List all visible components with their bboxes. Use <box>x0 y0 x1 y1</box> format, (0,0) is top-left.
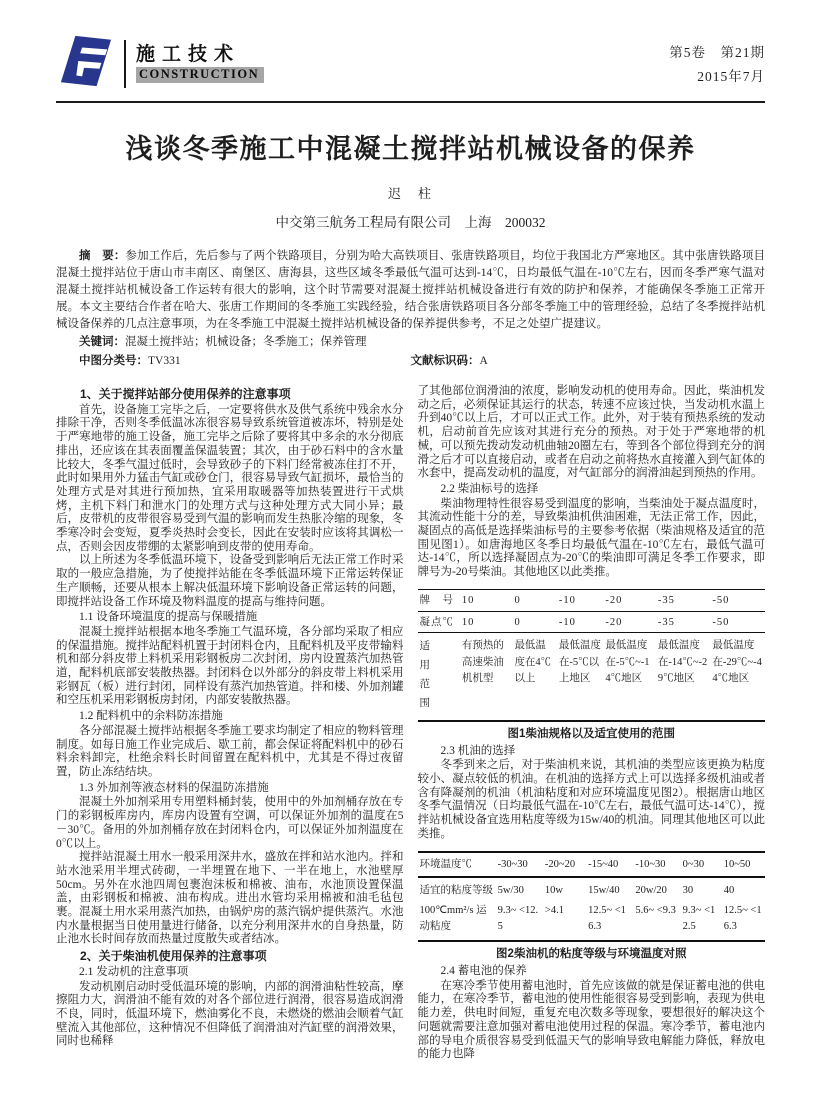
table-cell: 0~30 <box>681 852 722 877</box>
section-2-1-heading: 2.1 发动机的注意事项 <box>79 965 189 978</box>
section-2-4-paragraph: 在寒冷季节使用蓄电池时，首先应该做的就是保证蓄电池的供电能力，在寒冷季节，蓄电池的使用性能很容易受到影响，表现为供电能力差，供电时间短，重复充电次数多等现象，要想很好的解决这个问题就需要注意加强对蓄电池使用过程的保温。寒冷季节，蓄电池内部的导电介质很容易受到低温天气的影响导致电解能力降低，释放电的能力也降 <box>417 979 765 1061</box>
table-cell: -50 <box>710 589 765 611</box>
section-2-4-heading: 2.4 蓄电池的保养 <box>440 965 527 978</box>
article-title: 浅谈冬季施工中混凝土搅拌站机械设备的保养 <box>125 134 696 164</box>
doc-code <box>411 353 766 370</box>
section-2-heading: 2、关于柴油机使用保养的注意事项 <box>80 949 267 964</box>
table-row-freezing-point <box>418 611 766 633</box>
doc-code-label: 文献标识码： <box>410 355 480 367</box>
table-cell: 15w/40 <box>588 885 620 897</box>
table-cell: 9.3~ <12.5 <box>496 900 543 942</box>
table-cell: 20w/20 <box>635 885 667 897</box>
table-row-brand <box>418 589 766 611</box>
section-2-2-heading: 2.2 柴油标号的选择 <box>440 482 539 495</box>
table-cell: 最低温度在-29℃~-44℃地区 <box>710 633 765 721</box>
body-columns <box>56 385 765 1062</box>
section-1-3-paragraph-2: 搅拌站混凝土用水一般采用深井水，盛放在拌和站水池内。拌和站水池采用半埋式砖砌，一半埋置在地下、一半在地上，水池壁厚50cm。另外在水池四周包裹泡沫板和棉被、油布，水池顶设置保温盖，由彩钢板和棉被、油布构成。进出水管均采用棉被和油毛毡包裹。混凝土用水采用蒸汽加热，由锅炉房的蒸汽锅炉提供蒸汽。水池内水量根据当日使用量进行储备，以充分利用深井水的自身热量，防止池水长时间存放而热量过度散失或者结冰。 <box>56 851 404 946</box>
section-2-3-heading: 2.3 机油的选择 <box>440 744 516 757</box>
table-cell: -15~40 <box>586 852 633 877</box>
author-affiliation: 中交第三航务工程局有限公司 上海 200032 <box>275 215 546 230</box>
table-row-ambient-temp <box>418 852 766 877</box>
table-cell: -35 <box>656 611 711 633</box>
section-1-1-paragraph: 混凝土搅拌站根据本地冬季施工气温环境，各分部均采取了相应的保温措施。搅拌站配料机置于封闭料仓内，且配料机及平皮带输料机和部分斜皮带上料机采用彩钢板房二次封闭，房内设置蒸汽加热管道，配料机底部安装散热器。封闭料仓以外部分的斜皮带上料机采用彩钢瓦（板）进行封闭，同样设有蒸汽加热管道。拌和楼、外加剂罐和空压机采用彩钢板房封闭，内部安装散热器。 <box>56 625 404 707</box>
issue-info <box>669 34 765 88</box>
table-cell: -50 <box>710 611 765 633</box>
section-2-1-paragraph-continued: 了其他部位润滑油的浓度，影响发动机的使用寿命。因此，柴油机发动之后，必须保证其运行的状态，转速不应该过快，当发动机水温上升到40℃以上后，才可以正式工作。此外，对于装有预热系统的发动机，启动前首先应该对其进行充分的预热。对于处于严寒地带的机械，可以预先拨动发动机曲轴20圈左右，等到各个部位得到充分的润滑之后才可以直接启动，或者在启动之前将热水直接灌入到气缸体的水套中，提高发动机的温度，对气缸部分的润滑油起到预热的作用。 <box>417 385 765 480</box>
table-cell: -35 <box>656 589 711 611</box>
table-row-kinematic-viscosity <box>418 900 766 942</box>
table-cell: 最低温度在-14℃~-29℃地区 <box>656 633 711 721</box>
table-cell: 最低温度在4℃以上 <box>512 633 556 721</box>
section-1-heading: 1、关于搅拌站部分使用保养的注意事项 <box>80 387 291 401</box>
section-1-1-heading: 1.1 设备环境温度的提高与保暖措施 <box>79 611 258 624</box>
author-name: 迟 柱 <box>387 186 433 201</box>
section-2-1-paragraph: 发动机刚启动时受低温环境的影响，内部的润滑油粘性较高，摩擦阻力大，润滑油不能有效的对各个部位进行润滑，很容易造成润滑不良，同时，低温环境下，燃油雾化不良，未燃烧的燃油会顺着气缸壁流入其他部位，这种情况不但降低了润滑油对汽缸壁的润滑效果，同时也稀释 <box>56 980 404 1048</box>
table-cell: 10 <box>460 589 513 611</box>
keywords-text: 混凝土搅拌站；机械设备；冬季施工；保养管理 <box>125 336 367 348</box>
table-cell: 0 <box>512 611 556 633</box>
section-1-paragraph-1: 首先，设备施工完毕之后，一定要将供水及供气系统中残余水分排除干净，否则冬季低温冰冻很容易导致系统管道被冻坏，特别是处于严寒地带的施工设备，施工完毕之后除了要将其中多余的水分彻底排出，还应该在其表面覆盖保温装置；其次，由于砂石料中的含水量比较大，冬季气温过低时，会导致砂子的下料门经常被冻住打不开，此时如果用外力猛击气缸或砂仓门，很容易导致气缸损坏，最恰当的处理方式是对其进行预加热，宜采用取暖器等加热装置进行干式烘烤，主机下料门和泄水门的处理方式与这种处理方式大同小异；最后，皮带机的皮带很容易受到气温的影响而发生热胀冷缩的现象，冬季寒冷时会变短，夏季炎热时会变长，因此在安装时应该将其调松一点，否则会因皮带绷的太紧影响到皮带的使用寿命。 <box>56 403 404 553</box>
section-1-2-paragraph: 各分部混凝土搅拌站根据冬季施工要求均制定了相应的物料管理制度。如每日施工作业完成后、歇工前，都会保证将配料机中的砂石料余料卸完，杜绝余料长时间留置在配料机中，尤其是不得过夜留置，防止冻结结块。 <box>56 724 404 778</box>
table-figure2 <box>418 851 766 942</box>
table-cell: 10 <box>460 611 513 633</box>
table-cell: 5w/30 <box>497 885 524 897</box>
journal-name-en: CONSTRUCTION <box>136 67 264 83</box>
section-2-3-paragraph: 冬季到来之后，对于柴油机来说，其机油的类型应该更换为粘度较小、凝点较低的机油。在机油的选择方式上可以选择多级机油或者含有降凝剂的机油（机油粘度和对应环境温度见图2）。根据唐山地区冬季气温情况（日均最低气温在-10℃左右，最低气温可达-14℃），搅拌站机械设备宜选用粘度等级为15w/40的机油。同理其他地区可以此类推。 <box>417 759 765 840</box>
table-cell: 有预热的高速柴油机机型 <box>460 633 513 721</box>
left-column <box>56 385 404 1062</box>
table-cell <box>418 633 460 721</box>
section-1-paragraph-2: 以上所述为冬季低温环境下，设备受到影响后无法正常工作时采取的一般应急措施，为了使搅拌站能在冬季低温环境下正常运转保证生产顺畅，还要从根本上解决低温环境下影响设备正常运转的问题，即搅拌站设备工作环境及物料温度的提高与维持问题。 <box>56 554 404 608</box>
figure1-caption: 图1柴油规格以及适宜使用的范围 <box>507 727 675 740</box>
table-cell: -10 <box>557 611 603 633</box>
section-2-2-paragraph: 柴油物理特性很容易受到温度的影响，当柴油处于凝点温度时，其流动性能十分的差，导致柴油机供油困难，无法正常工作，因此，凝固点的高低是选择柴油标号的主要参考依据（柴油规格及适宜的范围见图1）。如唐海地区冬季日均最低气温在-10℃左右，最低气温可达-14℃，所以选择凝固点为-20℃的柴油即可满足冬季工作要求，即牌号为-20号柴油。其他地区以此类推。 <box>417 497 765 579</box>
journal-name-zh: 施工技术 <box>136 43 241 65</box>
table-row-viscosity-grade <box>418 877 766 900</box>
table-figure1 <box>418 589 766 722</box>
table-row-applicable-range <box>418 633 766 721</box>
table-cell: 30 <box>682 885 694 897</box>
table-cell: 12.5~ <16.3 <box>722 900 765 942</box>
table-cell: 100℃mm²/s 运动粘度 <box>418 900 496 942</box>
doc-code-value: A <box>479 355 488 367</box>
clc-label: 中图分类号： <box>79 355 148 367</box>
table-cell: 10~50 <box>722 852 765 877</box>
page-header <box>56 34 765 93</box>
logo-divider <box>124 40 126 88</box>
table-cell: 凝点℃ <box>418 611 460 633</box>
section-1-2-heading: 1.2 配料机中的余料防冻措施 <box>79 710 223 723</box>
table-cell: >4.1 <box>543 900 586 942</box>
clc-line <box>56 353 765 370</box>
table-cell: 5.6~ <9.3 <box>633 900 680 942</box>
header-rule <box>56 101 765 103</box>
table-cell: -20 <box>603 589 656 611</box>
table-cell: 最低温度在-5℃~-14℃地区 <box>603 633 656 721</box>
issue-volume: 第5卷 第21期 <box>669 45 765 60</box>
journal-logo-icon <box>56 34 114 93</box>
table-cell: 40 <box>723 885 735 897</box>
table-cell: 12.5~ <16.3 <box>586 900 633 942</box>
abstract-block <box>56 248 765 370</box>
clc-number <box>56 353 411 370</box>
figure2-caption: 图2柴油机的粘度等级与环境温度对照 <box>496 948 687 961</box>
table-cell: 环境温度℃ <box>418 852 496 877</box>
table-cell: 9.3~ <12.5 <box>681 900 722 942</box>
table-cell: 牌 号 <box>418 589 460 611</box>
abstract-paragraph <box>56 248 765 333</box>
vertical-label: 适用范围 <box>419 641 430 709</box>
keywords-line <box>56 334 765 351</box>
journal-logo <box>56 34 264 93</box>
right-column <box>418 385 766 1062</box>
abstract-text: 参加工作后，先后参与了两个铁路项目，分别为哈大高铁项目、张唐铁路项目，均位于我国北方严寒地区。其中张唐铁路项目混凝土搅拌站位于唐山市丰南区、南堡区、唐海县，这些区域冬季最低气温可达到-14℃，日均最低气温在-10℃左右，因而冬季严寒气温对混凝土搅拌站机械设备工作运转有很大的影响，这个时节需要对混凝土搅拌站机械设备进行有效的防护和保养，才能确保冬季施工正常开展。本文主要结合作者在哈大、张唐工作期间的冬季施工实践经验，结合张唐铁路项目各分部冬季施工中的管理经验，总结了冬季搅拌站机械设备保养的几点注意事项，为在冬季施工中混凝土搅拌站机械设备的保养提供参考，不足之处望广提建议。 <box>56 250 766 330</box>
table-cell: -10 <box>557 589 603 611</box>
table-cell: -20~20 <box>543 852 586 877</box>
keywords-label: 关键词： <box>79 336 125 348</box>
journal-name <box>136 44 264 84</box>
table-cell: 最低温度在-5℃以上地区 <box>557 633 603 721</box>
issue-date: 2015年7月 <box>697 68 765 84</box>
table-cell: -30~30 <box>496 852 543 877</box>
table-cell: -20 <box>603 611 656 633</box>
table-cell: 0 <box>512 589 556 611</box>
section-1-3-heading: 1.3 外加剂等液态材料的保温防冻措施 <box>79 781 269 794</box>
section-1-3-paragraph-1: 混凝土外加剂采用专用塑料桶封装，使用中的外加剂桶存放在专门的彩钢板库房内，库房内设置有空调，可以保证外加剂的温度在5－30℃。备用的外加剂桶存放在封闭料仓内，可以保证外加剂温度在0℃以上。 <box>56 796 404 850</box>
abstract-label: 摘 要： <box>79 250 126 262</box>
table-cell: -10~30 <box>633 852 680 877</box>
table-cell: 10w <box>544 885 563 897</box>
table-cell: 适宜的粘度等级 <box>419 885 493 897</box>
clc-value: TV331 <box>148 355 181 367</box>
